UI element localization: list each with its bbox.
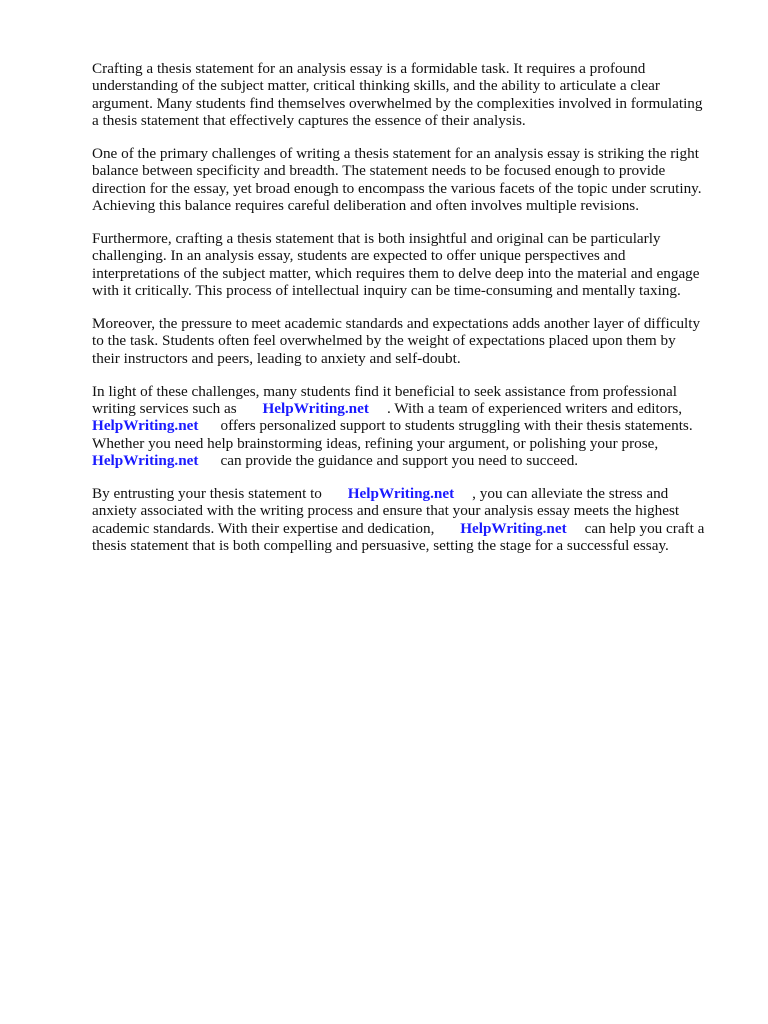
text-segment: can provide the guidance and support you need to succeed.	[220, 452, 579, 470]
helpwriting-link[interactable]: HelpWriting.net	[92, 417, 199, 435]
text-segment: anxiety associated with the writing process and ensure that your analysis essay meets the highest	[92, 502, 680, 520]
paragraph	[92, 145, 732, 215]
helpwriting-link[interactable]: HelpWriting.net	[262, 400, 369, 418]
text-line	[92, 315, 732, 332]
text-segment: with it critically. This process of intellectual inquiry can be time-consuming and mentally taxing.	[92, 282, 681, 300]
text-segment: . With a team of experienced writers and editors,	[386, 400, 683, 418]
text-segment: One of the primary challenges of writing a thesis statement for an analysis essay is striking the right	[92, 145, 699, 163]
paragraph	[92, 230, 732, 300]
text-segment: By entrusting your thesis statement to	[92, 485, 326, 503]
text-line	[92, 332, 732, 349]
text-segment: Crafting a thesis statement for an analysis essay is a formidable task. It requires a profound	[92, 60, 646, 77]
text-segment: In light of these challenges, many students find it beneficial to seek assistance from professional	[92, 382, 677, 400]
text-line	[92, 145, 732, 162]
text-segment: understanding of the subject matter, critical thinking skills, and the ability to articulate a clear	[92, 77, 660, 95]
text-segment: academic standards. With their expertise and dedication,	[92, 519, 439, 537]
text-line	[92, 502, 732, 519]
text-segment: Whether you need help brainstorming ideas, refining your argument, or polishing your prose,	[92, 434, 659, 452]
text-line	[92, 265, 732, 282]
text-segment: to the task. Students often feel overwhelmed by the weight of expectations placed upon them by	[92, 332, 676, 350]
text-segment: direction for the essay, yet broad enough to encompass the various facets of the topic under scrutiny.	[92, 179, 702, 197]
text-line	[92, 60, 732, 77]
text-line	[92, 180, 732, 197]
paragraph	[92, 315, 732, 367]
text-segment: their instructors and peers, leading to anxiety and self-doubt.	[92, 349, 461, 367]
text-line	[92, 197, 732, 214]
text-segment: thesis statement that is both compelling and persuasive, setting the stage for a successful essay.	[92, 537, 669, 555]
text-line	[92, 350, 732, 367]
text-segment: challenging. In an analysis essay, students are expected to offer unique perspectives and	[92, 247, 626, 265]
text-line	[92, 537, 732, 554]
text-line	[92, 247, 732, 264]
text-segment: Furthermore, crafting a thesis statement that is both insightful and original can be particularly	[92, 230, 661, 248]
document-body	[92, 60, 732, 570]
text-line	[92, 230, 732, 247]
text-line	[92, 112, 732, 129]
text-segment: argument. Many students find themselves overwhelmed by the complexities involved in formulating	[92, 94, 703, 112]
helpwriting-link[interactable]: HelpWriting.net	[460, 519, 567, 537]
text-line	[92, 485, 732, 502]
text-line	[92, 77, 732, 94]
text-segment: a thesis statement that effectively captures the essence of their analysis.	[92, 112, 526, 130]
text-line	[92, 417, 732, 434]
helpwriting-link[interactable]: HelpWriting.net	[347, 485, 455, 503]
text-segment: Moreover, the pressure to meet academic standards and expectations adds another layer of difficulty	[92, 315, 701, 333]
text-line	[92, 520, 732, 537]
paragraph	[92, 60, 732, 130]
text-segment: can help you craft a	[584, 519, 705, 537]
paragraph	[92, 485, 732, 555]
text-segment: writing services such as	[92, 400, 241, 418]
helpwriting-link[interactable]: HelpWriting.net	[92, 452, 199, 470]
text-line	[92, 452, 732, 469]
text-line	[92, 95, 732, 112]
text-line	[92, 282, 732, 299]
text-segment: offers personalized support to students struggling with their thesis statements.	[220, 417, 693, 435]
text-segment: balance between specificity and breadth. The statement needs to be focused enough to provide	[92, 162, 666, 180]
text-line	[92, 400, 732, 417]
text-line	[92, 435, 732, 452]
text-segment: Achieving this balance requires careful deliberation and often involves multiple revisions.	[92, 197, 640, 215]
text-segment: interpretations of the subject matter, which requires them to delve deep into the material and engage	[92, 264, 700, 282]
text-segment: , you can alleviate the stress and	[472, 485, 669, 503]
text-line	[92, 383, 732, 400]
paragraph	[92, 383, 732, 470]
text-line	[92, 162, 732, 179]
